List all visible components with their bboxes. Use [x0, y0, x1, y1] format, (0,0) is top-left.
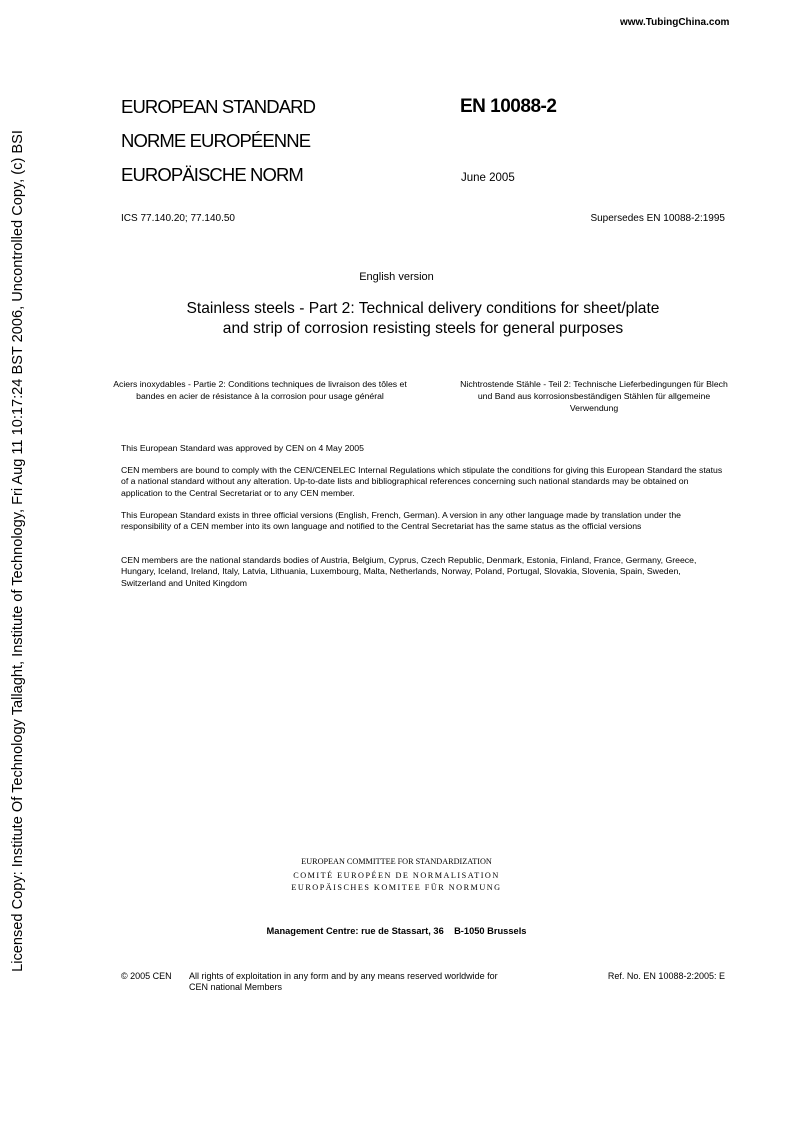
- document-title-french: Aciers inoxydables - Partie 2: Conditions techniques de livraison des tôles et bandes en acier de résistance à la corrosion pour usage général: [113, 379, 407, 401]
- approval-paragraph: This European Standard was approved by CEN on 4 May 2005: [121, 443, 364, 453]
- license-watermark: Licensed Copy: Institute Of Technology Tallaght, Institute of Technology, Fri Aug 11 10:17:24 BST 2006, Uncontrolled Copy, (c) BSI: [10, 130, 26, 972]
- versions-paragraph: This European Standard exists in three official versions (English, French, German). A version in any other language made by translation under the responsibility of a CEN member into its own language and notified to the Central Secretariat has the same status as the official versions: [121, 510, 682, 532]
- copyright-notice: © 2005 CEN: [121, 971, 172, 981]
- compliance-paragraph: CEN members are bound to comply with the CEN/CENELEC Internal Regulations which stipulate the conditions for giving this European Standard the status of a national standard without any alteration. Up-to-date lists and bibliographical references concerning such national standards may be obtained on application to the Central Secretariat or to any CEN member.: [121, 465, 723, 498]
- document-title-german: Nichtrostende Stähle - Teil 2: Technische Lieferbedingungen für Blech und Band aus korrosionsbeständigen Stählen für allgemeine Verwendung: [460, 379, 728, 413]
- standard-number: EN 10088-2: [460, 96, 557, 117]
- rights-notice: All rights of exploitation in any form and by any means reserved worldwide for CEN national Members: [189, 971, 498, 992]
- standard-title-english: EUROPEAN STANDARD: [121, 96, 316, 117]
- management-centre-address: Management Centre: rue de Stassart, 36 B-1050 Brussels: [266, 926, 527, 936]
- committee-name-english: EUROPEAN COMMITTEE FOR STANDARDIZATION: [301, 857, 492, 866]
- supersedes-note: Supersedes EN 10088-2:1995: [590, 213, 725, 224]
- members-paragraph: CEN members are the national standards bodies of Austria, Belgium, Cyprus, Czech Republic, Denmark, Estonia, Finland, France, Germany, Greece, Hungary, Iceland, Ireland, Italy, Latvia, Lithuania, Luxembourg, Malta, Netherlands, Norway, Poland, Portugal, Slovakia, Slovenia, Spain, Sweden, Switzerland and United Kingdom: [121, 555, 697, 588]
- document-title-english: Stainless steels - Part 2: Technical delivery conditions for sheet/plate and strip of corrosion resisting steels for general purposes: [186, 300, 660, 337]
- publication-date: June 2005: [461, 172, 515, 184]
- committee-name-french: COMITÉ EUROPÉEN DE NORMALISATION: [293, 871, 500, 880]
- reference-number: Ref. No. EN 10088-2:2005: E: [607, 971, 725, 981]
- standard-title-french: NORME EUROPÉENNE: [121, 130, 311, 151]
- ics-code: ICS 77.140.20; 77.140.50: [121, 213, 235, 224]
- language-version: English version: [359, 271, 434, 283]
- site-url: www.TubingChina.com: [620, 17, 730, 28]
- committee-name-german: EUROPÄISCHES KOMITEE FÜR NORMUNG: [291, 883, 502, 892]
- standard-title-german: EUROPÄISCHE NORM: [121, 164, 303, 185]
